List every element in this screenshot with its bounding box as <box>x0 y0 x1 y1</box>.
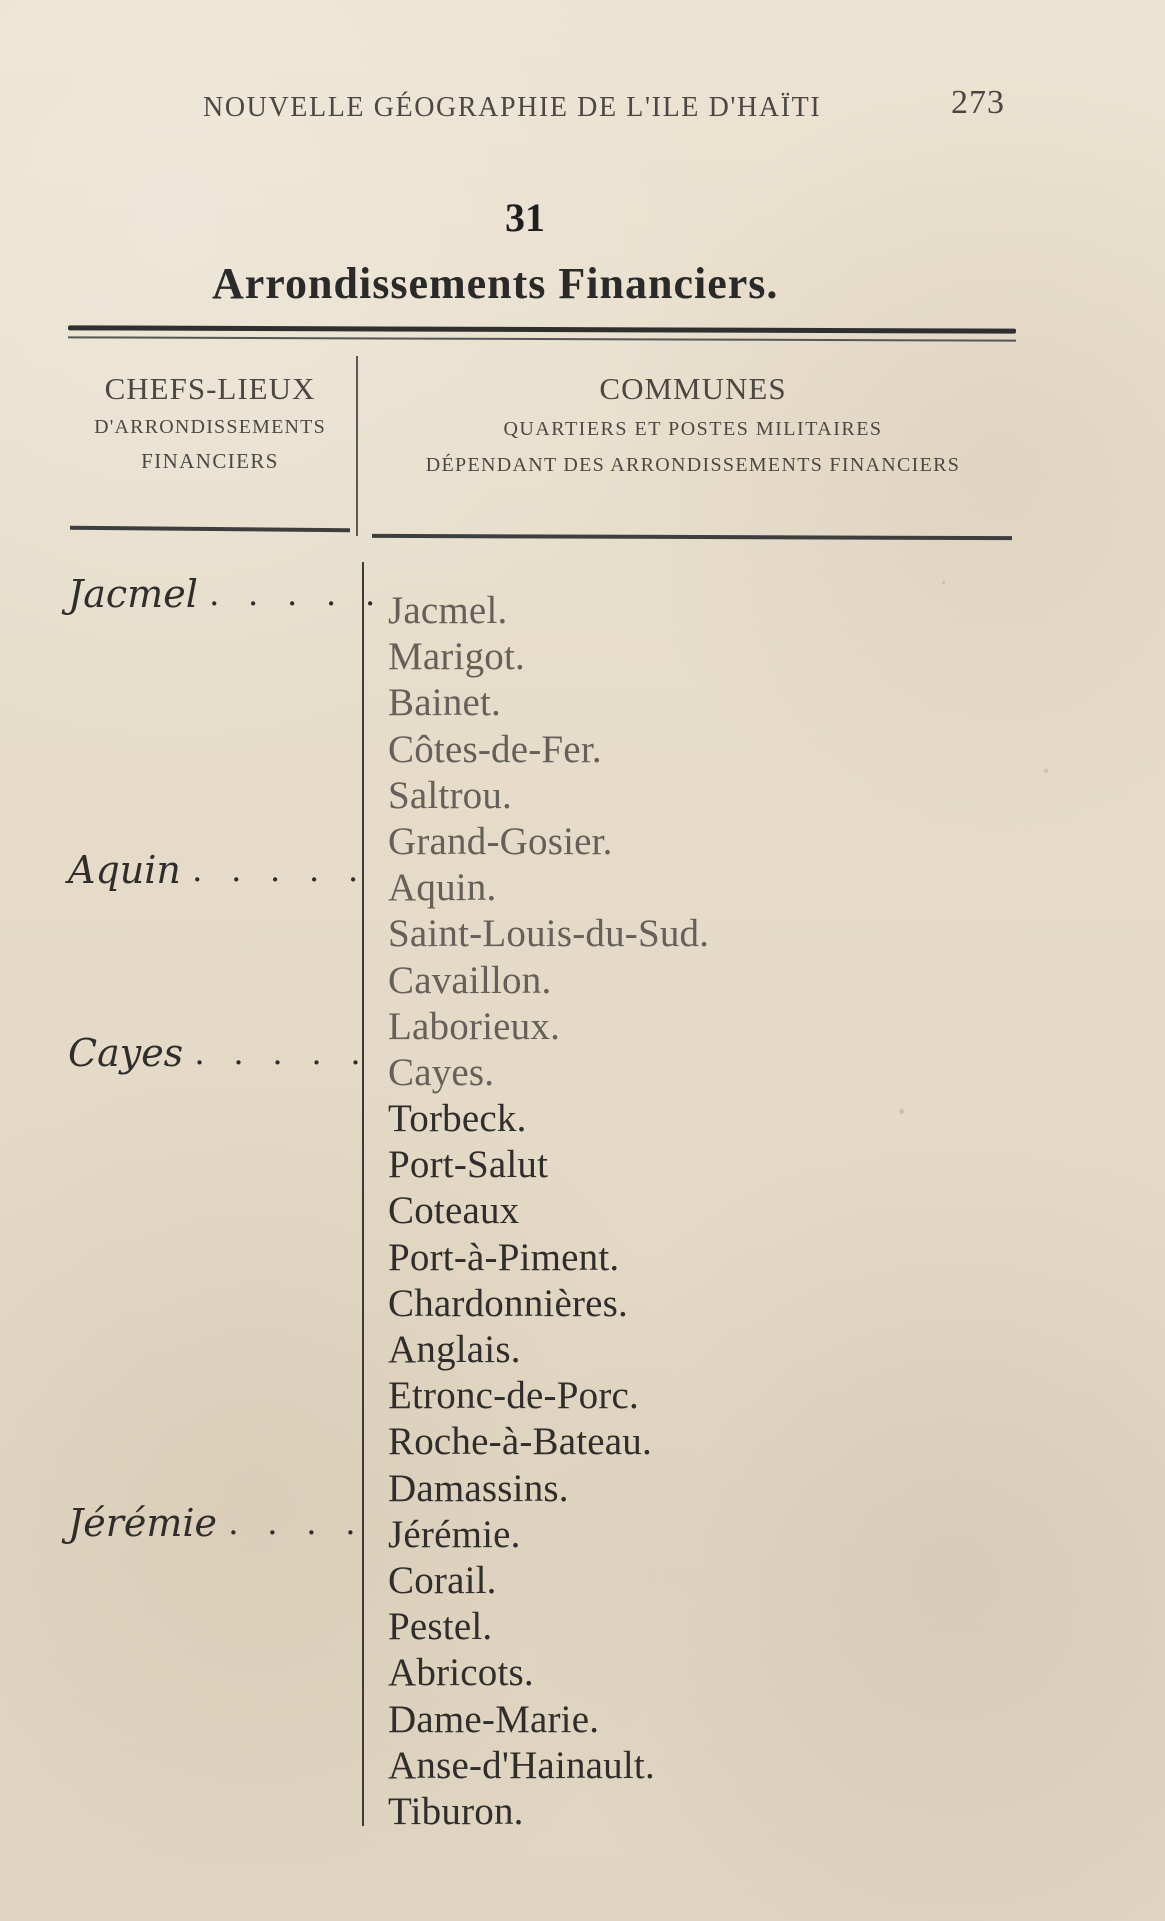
paper-speck <box>942 581 945 584</box>
commune-row: Torbeck. <box>388 1097 527 1141</box>
commune-row: Abricots. <box>388 1651 534 1695</box>
right-header-line-3: DÉPENDANT DES ARRONDISSEMENTS FINANCIERS <box>425 454 961 477</box>
commune-row: Grand-Gosier. <box>388 819 613 863</box>
chief-town-jacmel <box>68 572 385 616</box>
chief-town-leader: . . . . . <box>208 574 385 613</box>
paper-speck <box>1044 769 1048 773</box>
commune-row: Cayes. <box>388 1050 495 1094</box>
chief-town-leader: . . . . <box>228 1503 365 1542</box>
commune-row: Laborieux. <box>388 1004 561 1048</box>
commune-row: Cavaillon. <box>388 958 552 1002</box>
commune-row: Dame-Marie. <box>388 1697 600 1741</box>
commune-row: Jacmel. <box>388 589 508 632</box>
commune-row: Roche-à-Bateau. <box>388 1420 652 1464</box>
table-column-divider <box>362 562 364 1826</box>
commune-row: Bainet. <box>388 681 501 725</box>
header-bottom-rule-left <box>70 526 350 532</box>
top-rule-thick <box>68 325 1016 333</box>
commune-row: Etronc-de-Porc. <box>388 1374 639 1418</box>
chief-town-jeremie <box>68 1501 368 1545</box>
chief-town-leader: . . . . . <box>191 850 368 889</box>
chief-town-name: Jacmel <box>68 572 198 616</box>
commune-row: Port-à-Piment. <box>388 1235 620 1279</box>
right-column-header <box>370 370 1016 477</box>
chief-town-name: Jérémie <box>68 1501 218 1545</box>
running-title: NOUVELLE GÉOGRAPHIE DE L'ILE D'HAÏTI <box>203 92 822 123</box>
commune-row: Aquin. <box>388 866 497 910</box>
header-column-divider <box>356 356 358 536</box>
left-header-line-1: CHEFS-LIEUX <box>104 371 316 406</box>
left-header-line-2: D'ARRONDISSEMENTS <box>94 416 326 439</box>
commune-row: Saltrou. <box>388 773 513 817</box>
top-rule-thin <box>68 336 1016 341</box>
commune-row: Anse-d'Hainault. <box>388 1743 655 1787</box>
commune-row: Damassins. <box>388 1466 569 1510</box>
right-header-line-1: COMMUNES <box>599 371 787 406</box>
commune-row: Jérémie. <box>388 1512 521 1556</box>
section-number: 31 <box>505 195 545 240</box>
header-bottom-rule-right <box>372 534 1012 540</box>
commune-row: Coteaux <box>388 1189 520 1233</box>
chief-town-aquin <box>68 848 368 892</box>
commune-row: Saint-Louis-du-Sud. <box>388 912 710 956</box>
commune-row: Tiburon. <box>388 1789 524 1833</box>
chief-town-name: Aquin <box>68 848 181 892</box>
commune-row: Anglais. <box>388 1328 521 1371</box>
commune-row: Port-Salut <box>388 1143 549 1187</box>
left-header-line-3: FINANCIERS <box>141 449 279 474</box>
chief-town-cayes <box>68 1031 368 1075</box>
commune-row: Marigot. <box>388 635 525 679</box>
commune-row: Côtes-de-Fer. <box>388 727 602 771</box>
chief-town-name: Cayes <box>68 1031 184 1075</box>
page-title: Arrondissements Financiers. <box>212 259 779 308</box>
commune-row: Chardonnières. <box>388 1281 628 1325</box>
left-column-header <box>72 370 348 474</box>
right-header-line-2: QUARTIERS ET POSTES MILITAIRES <box>503 418 883 441</box>
commune-list <box>388 588 1008 1835</box>
chief-town-leader: . . . . . <box>194 1033 370 1072</box>
commune-row: Pestel. <box>388 1605 493 1649</box>
page-number: 273 <box>951 84 1005 121</box>
commune-row: Corail. <box>388 1558 497 1602</box>
running-head <box>203 84 1023 130</box>
